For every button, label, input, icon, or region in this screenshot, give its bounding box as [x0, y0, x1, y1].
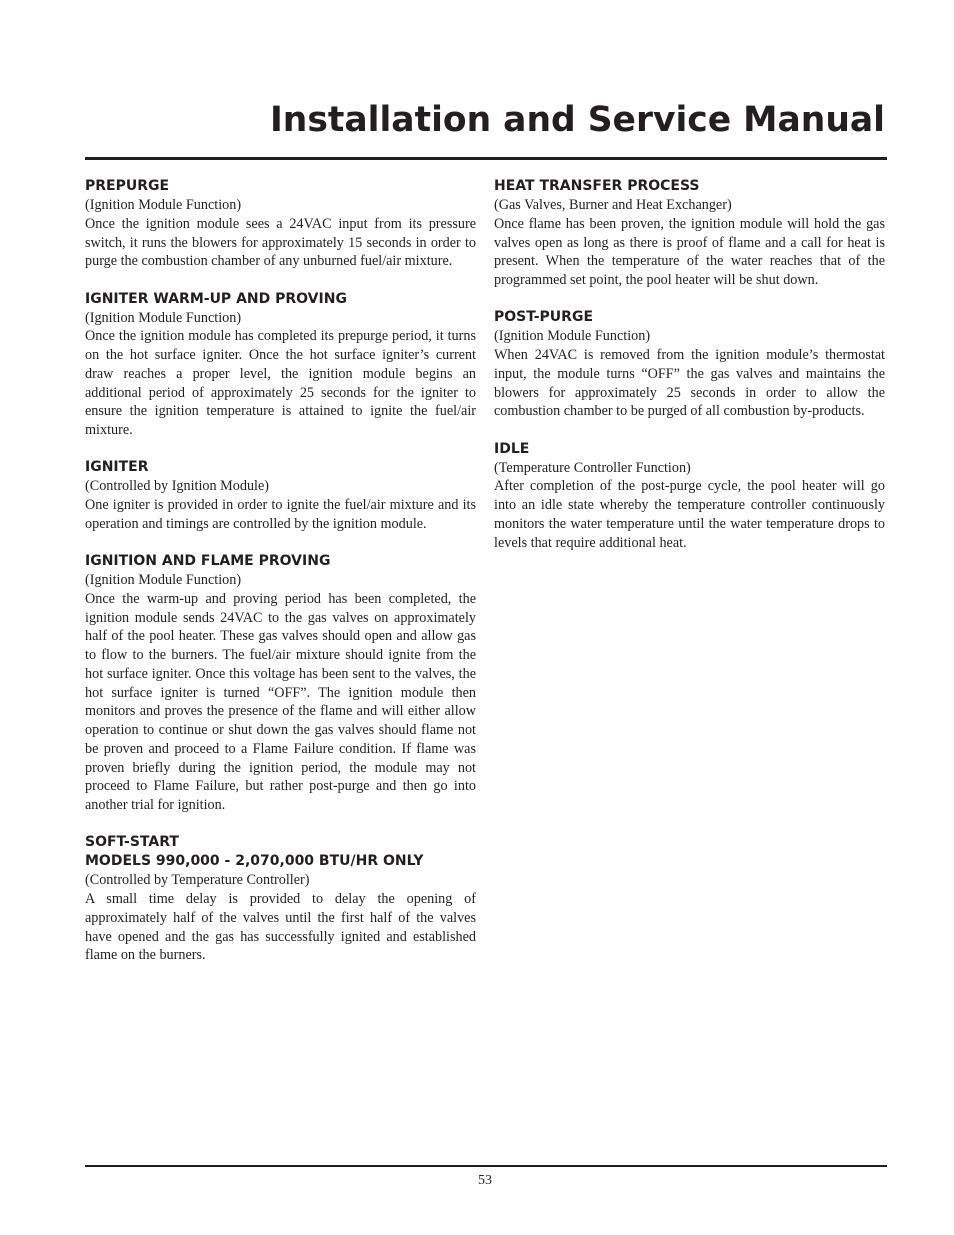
section-body: A small time delay is provided to delay the opening of approximately half of the valves until the first half of the valves have opened and the gas has successfully ignited and established flame on the burners.: [85, 891, 476, 964]
section-subtitle: (Gas Valves, Burner and Heat Exchanger): [494, 197, 732, 213]
section-heading: IGNITION AND FLAME PROVING: [85, 553, 331, 569]
section-body: Once the warm-up and proving period has been completed, the ignition module sends 24VAC to the gas valves on approximately half of the pool heater. These gas valves should open and allow gas to flow to the burners. The fuel/air mixture should ignite from the hot surface igniter. Once this voltage has been sent to the valves, the hot surface igniter is turned “OFF”. The ignition module then monitors and proves the presence of the flame and will either allow operation to continue or shut down the gas valves should flame not be proven and proceed to a Flame Failure condition. If flame was proven briefly during the ignition period, the module may not proceed to Flame Failure, but rather post-purge and then go into another trial for ignition.: [85, 590, 476, 813]
section-heading: SOFT-START: [85, 834, 179, 851]
section-heading: IDLE: [494, 440, 530, 457]
section-subtitle: (Controlled by Temperature Controller): [85, 872, 310, 889]
section-prepurge: [85, 177, 476, 271]
section-heading: HEAT TRANSFER PROCESS: [494, 178, 700, 194]
section-post-purge: [494, 308, 885, 421]
section-subtitle: (Ignition Module Function): [85, 309, 242, 326]
left-column: [85, 177, 476, 984]
section-subtitle: (Ignition Module Function): [85, 572, 242, 588]
right-column: [494, 177, 885, 571]
section-idle: [494, 440, 885, 553]
section-heading: IGNITER: [85, 459, 149, 476]
section-igniter: [85, 458, 476, 533]
section-heading: PREPURGE: [85, 178, 170, 194]
section-body: Once the ignition module has completed its prepurge period, it turns on the hot surface igniter. Once the hot surface igniter’s current draw reaches a proper level, the ignition module begins an additional period of approximately 25 seconds for the igniter to ensure the ignition temperature is attained to ignite the fuel/air mixture.: [85, 328, 476, 438]
section-soft-start: [85, 833, 476, 965]
section-subtitle: (Ignition Module Function): [85, 197, 242, 213]
section-body: After completion of the post-purge cycle, the pool heater will go into an idle state whereby the temperature controller continuously monitors the water temperature until the water temperature drops to levels that require additional heat.: [494, 478, 885, 551]
section-heading-models: MODELS 990,000 - 2,070,000 BTU/HR ONLY: [85, 853, 424, 870]
section-subtitle: (Ignition Module Function): [494, 328, 651, 345]
section-body: Once flame has been proven, the ignition module will hold the gas valves open as long as there is proof of flame and a call for heat is present. When the temperature of the water reaches that of the programmed set point, the pool heater will be shut down.: [494, 215, 885, 288]
section-heading: POST-PURGE: [494, 309, 594, 326]
section-heading: IGNITER WARM-UP AND PROVING: [85, 290, 347, 307]
page-title: Installation and Service Manual: [269, 100, 885, 140]
section-subtitle: (Temperature Controller Function): [494, 459, 691, 476]
footer-rule: [85, 1165, 887, 1167]
section-heat-transfer: [494, 177, 885, 290]
section-body: Once the ignition module sees a 24VAC input from its pressure switch, it runs the blowers for approximately 15 seconds in order to purge the combustion chamber of any unburned fuel/air mixture.: [85, 215, 476, 270]
section-body: When 24VAC is removed from the ignition module’s thermostat input, the module turns “OFF” the gas valves and maintains the blowers for approximately 25 seconds in order to allow the combustion chamber to be purged of all combustion by-products.: [494, 347, 885, 420]
section-body: One igniter is provided in order to ignite the fuel/air mixture and its operation and timings are controlled by the ignition module.: [85, 497, 476, 532]
section-igniter-warm-up: [85, 290, 476, 440]
page-number: 53: [478, 1173, 492, 1188]
section-ignition-flame-proving: [85, 552, 476, 815]
section-subtitle: (Controlled by Ignition Module): [85, 478, 270, 495]
header-rule: [85, 157, 887, 160]
